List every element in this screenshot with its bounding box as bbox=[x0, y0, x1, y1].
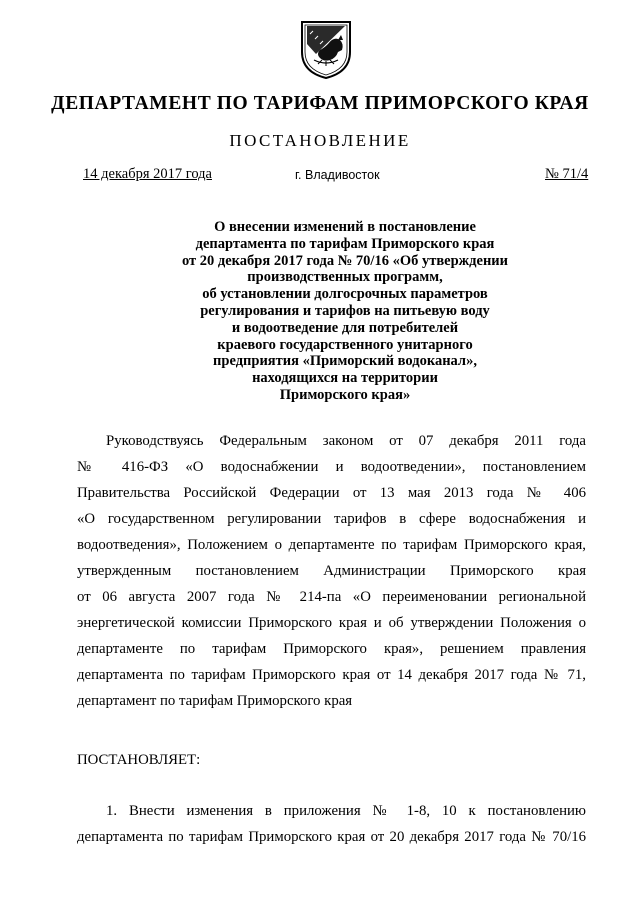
document-title bbox=[120, 219, 570, 404]
item-line: департамента по тарифам Приморского края от 20 декабря 2017 года № 70/16 bbox=[77, 829, 586, 845]
preamble-line: энергетической комиссии Приморского края и об утверждении Положения о bbox=[77, 615, 586, 631]
title-line: регулирования и тарифов на питьевую воду bbox=[200, 302, 490, 319]
preamble-line: от 06 августа 2007 года № 214-па «О переименовании региональной bbox=[77, 589, 586, 605]
title-line: краевого государственного унитарного bbox=[217, 336, 473, 353]
title-line: и водоотведение для потребителей bbox=[231, 319, 459, 336]
document-date: 14 декабря 2017 года bbox=[83, 166, 212, 182]
document-type: ПОСТАНОВЛЕНИЕ bbox=[229, 131, 411, 150]
preamble-line: департаменте по тарифам Приморского края», решением правления bbox=[77, 641, 586, 657]
preamble-line: водоотведения», Положением о департаменте по тарифам Приморского края, bbox=[77, 537, 586, 553]
preamble-line: Правительства Российской Федерации от 13 мая 2013 года № 406 bbox=[77, 485, 586, 501]
title-line: об установлении долгосрочных параметров bbox=[202, 286, 488, 303]
title-line: О внесении изменений в постановление bbox=[214, 219, 476, 235]
title-line: находящихся на территории bbox=[252, 370, 438, 387]
preamble-line: № 416-ФЗ «О водоснабжении и водоотведении», постановлением bbox=[77, 459, 586, 475]
title-line: предприятия «Приморский водоканал», bbox=[213, 353, 477, 370]
title-line: от 20 декабря 2017 года № 70/16 «Об утверждении bbox=[181, 252, 509, 269]
coat-of-arms-icon bbox=[298, 14, 354, 80]
document-city: г. Владивосток bbox=[295, 168, 380, 182]
preamble-line: утвержденным постановлением Администрации Приморского края bbox=[77, 563, 586, 579]
title-line: департамента по тарифам Приморского края bbox=[195, 235, 495, 252]
preamble-line: департамента по тарифам Приморского края от 14 декабря 2017 года № 71, bbox=[77, 667, 586, 683]
title-line: производственных программ, bbox=[247, 269, 443, 286]
department-name: ДЕПАРТАМЕНТ ПО ТАРИФАМ ПРИМОРСКОГО КРАЯ bbox=[51, 93, 589, 114]
resolves-heading: ПОСТАНОВЛЯЕТ: bbox=[77, 752, 201, 768]
preamble-line: Руководствуясь Федеральным законом от 07 декабря 2011 года bbox=[106, 433, 586, 449]
document-number: № 71/4 bbox=[545, 166, 589, 182]
item-line: 1. Внести изменения в приложения № 1-8, 10 к постановлению bbox=[106, 803, 586, 819]
title-line: Приморского края» bbox=[279, 386, 411, 403]
preamble-line: департамент по тарифам Приморского края bbox=[77, 693, 353, 709]
preamble-line: «О государственном регулировании тарифов в сфере водоснабжения и bbox=[77, 511, 586, 527]
